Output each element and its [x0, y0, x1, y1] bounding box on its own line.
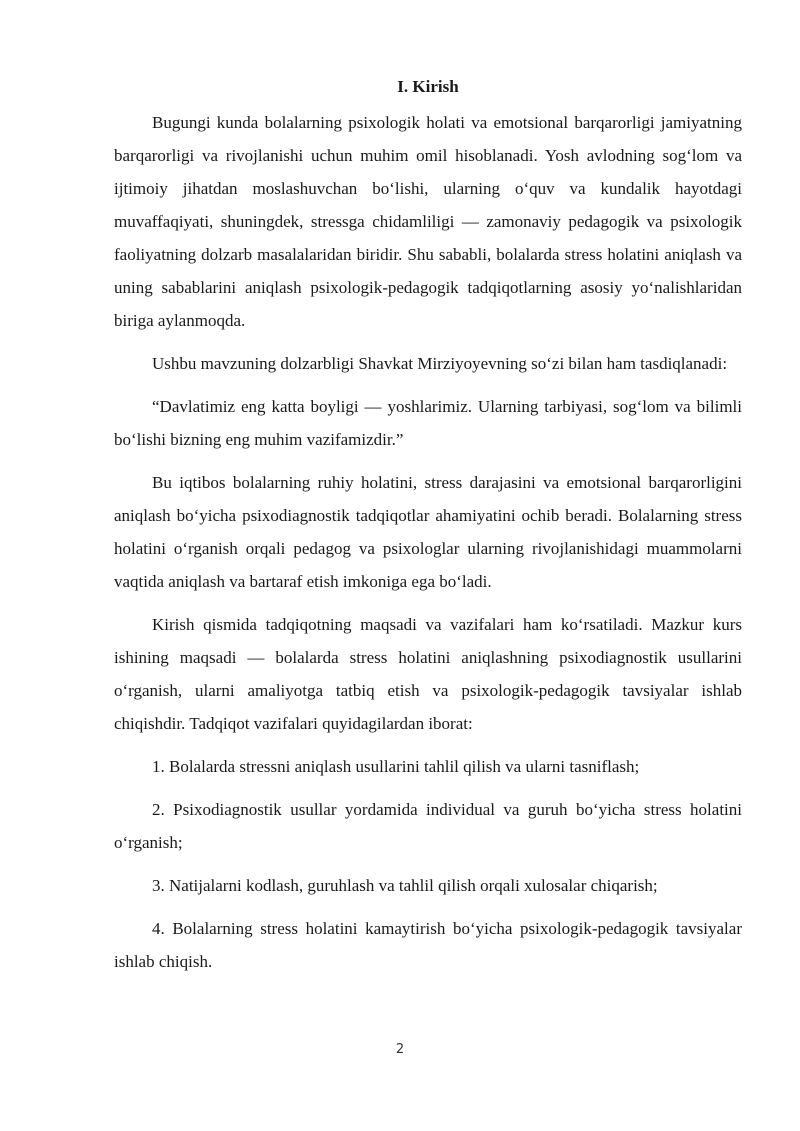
paragraph-quote: “Davlatimiz eng katta boyligi — yoshlarimiz. Ularning tarbiyasi, sog‘lom va bilimli bo‘lishi bizning eng muhim vazifamizdir.”: [114, 397, 742, 449]
page-number: 2: [395, 1042, 405, 1057]
task-item-2: 2. Psixodiagnostik usullar yordamida individual va guruh bo‘yicha stress holatini o‘rganish;: [114, 800, 742, 852]
paragraph-goals: Kirish qismida tadqiqotning maqsadi va vazifalari ham ko‘rsatiladi. Mazkur kurs ishining maqsadi — bolalarda stress holatini aniqlashning psixodiagnostik usullarini o‘rganish, ularni amaliyotga tatbiq etish va psixologik-pedagogik tavsiyalar ishlab chiqishdir. Tadqiqot vazifalari quyidagilardan iborat:: [114, 615, 742, 733]
section-heading: I. Kirish: [397, 77, 459, 96]
paragraph-relevance: Ushbu mavzuning dolzarbligi Shavkat Mirziyoyevning so‘zi bilan ham tasdiqlanadi:: [152, 354, 728, 373]
task-item-3: 3. Natijalarni kodlash, guruhlash va tahlil qilish orqali xulosalar chiqarish;: [152, 876, 658, 895]
task-item-1: 1. Bolalarda stressni aniqlash usullarini tahlil qilish va ularni tasniflash;: [152, 757, 640, 776]
paragraph-quote-commentary: Bu iqtibos bolalarning ruhiy holatini, stress darajasini va emotsional barqarorligini aniqlash bo‘yicha psixodiagnostik tadqiqotlar ahamiyatini ochib beradi. Bolalarning stress holatini o‘rganish orqali pedagog va psixologlar ularning rivojlanishidagi muammolarni vaqtida aniqlash va bartaraf etish imkoniga ega bo‘ladi.: [114, 473, 742, 591]
task-item-4: 4. Bolalarning stress holatini kamaytirish bo‘yicha psixologik-pedagogik tavsiyalar ishlab chiqish.: [114, 919, 742, 971]
document-page: [114, 72, 742, 988]
paragraph-intro: Bugungi kunda bolalarning psixologik holati va emotsional barqarorligi jamiyatning barqarorligi va rivojlanishi uchun muhim omil hisoblanadi. Yosh avlodning sog‘lom va ijtimoiy jihatdan moslashuvchan bo‘lishi, ularning o‘quv va kundalik hayotdagi muvaffaqiyati, shuningdek, stressga chidamliligi — zamonaviy pedagogik va psixologik faoliyatning dolzarb masalalaridan biridir. Shu sababli, bolalarda stress holatini aniqlash va uning sabablarini aniqlash psixologik-pedagogik tadqiqotlarning asosiy yo‘nalishlaridan biriga aylanmoqda.: [114, 113, 742, 330]
